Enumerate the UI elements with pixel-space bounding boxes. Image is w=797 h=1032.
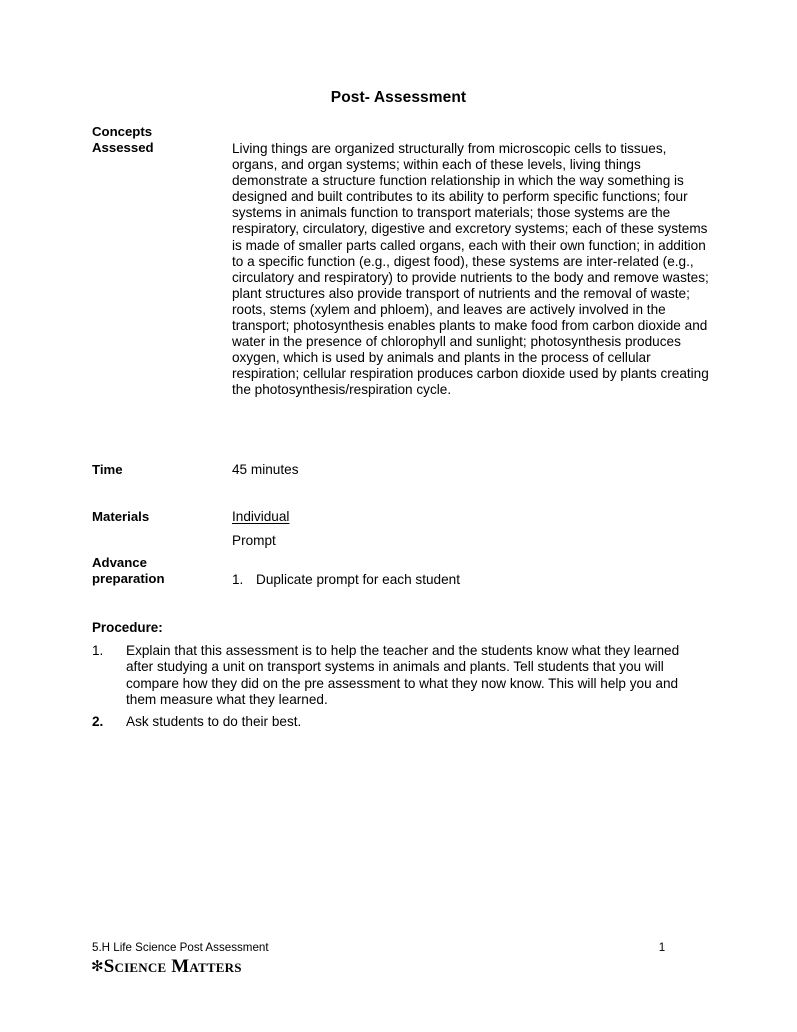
concepts-assessed-label	[92, 124, 228, 155]
advance-preparation-list	[232, 572, 710, 588]
footer-document-title: 5.H Life Science Post Assessment	[92, 941, 269, 954]
advance-preparation-label	[92, 555, 228, 586]
advance-preparation-item-text: Duplicate prompt for each student	[256, 572, 461, 587]
advance-preparation-item-number: 1.	[232, 572, 244, 587]
list-item	[92, 643, 707, 708]
page-number: 1	[658, 941, 666, 954]
materials-heading: Individual	[232, 509, 290, 524]
materials-label: Materials	[92, 509, 150, 524]
procedure-item-text: Ask students to do their best.	[126, 714, 302, 730]
time-value: 45 minutes	[232, 462, 299, 477]
procedure-item-text: Explain that this assessment is to help the teacher and the students know what they learned after studying a unit on transport systems in animals and plants. Tell students that you will compare how they did on the pre assessment to what they now know. This will help you and them measure what they learned.	[126, 643, 680, 707]
asterisk-icon: ✻	[91, 957, 104, 975]
procedure-list	[92, 643, 707, 736]
materials-content	[232, 509, 710, 549]
science-matters-logo	[91, 956, 242, 978]
advance-preparation-label-line-2: preparation	[92, 570, 165, 586]
procedure-item-number: 1.	[92, 643, 104, 658]
procedure-item-number: 2.	[92, 714, 104, 730]
concepts-assessed-body: Living things are organized structurally from microscopic cells to tissues, organs, and organ systems; within each of these levels, living things demonstrate a structure function relationship in which the way something is designed and built contributes to its ability to perform specific functions; four systems in animals function to transport materials; those systems are the respiratory, circulatory, digestive and excretory systems; each of these systems is made of smaller parts called organs, each with their own function; in addition to a specific function (e.g., digest food), these systems are inter-related (e.g., circulatory and respiratory) to provide nutrients to the body and remove wastes; plant structures also provide transport of nutrients and the removal of waste; roots, stems (xylem and phloem), and leaves are actively involved in the transport; photosynthesis enables plants to make food from carbon dioxide and water in the presence of chlorophyll and sunlight; photosynthesis produces oxygen, which is used by animals and plants in the process of cellular respiration; cellular respiration produces carbon dioxide used by plants creating the photosynthesis/respiration cycle.	[232, 141, 709, 398]
materials-item: Prompt	[232, 533, 276, 549]
list-item	[92, 714, 707, 730]
concepts-assessed-label-line-1: Concepts	[92, 124, 153, 139]
concepts-assessed-label-line-2: Assessed	[92, 139, 154, 155]
time-label: Time	[92, 462, 123, 477]
page-title: Post- Assessment	[330, 89, 467, 106]
procedure-heading: Procedure:	[92, 620, 163, 635]
advance-preparation-label-line-1: Advance	[92, 555, 147, 570]
science-matters-logo-text: Science Matters	[103, 956, 242, 977]
list-item	[232, 572, 710, 588]
